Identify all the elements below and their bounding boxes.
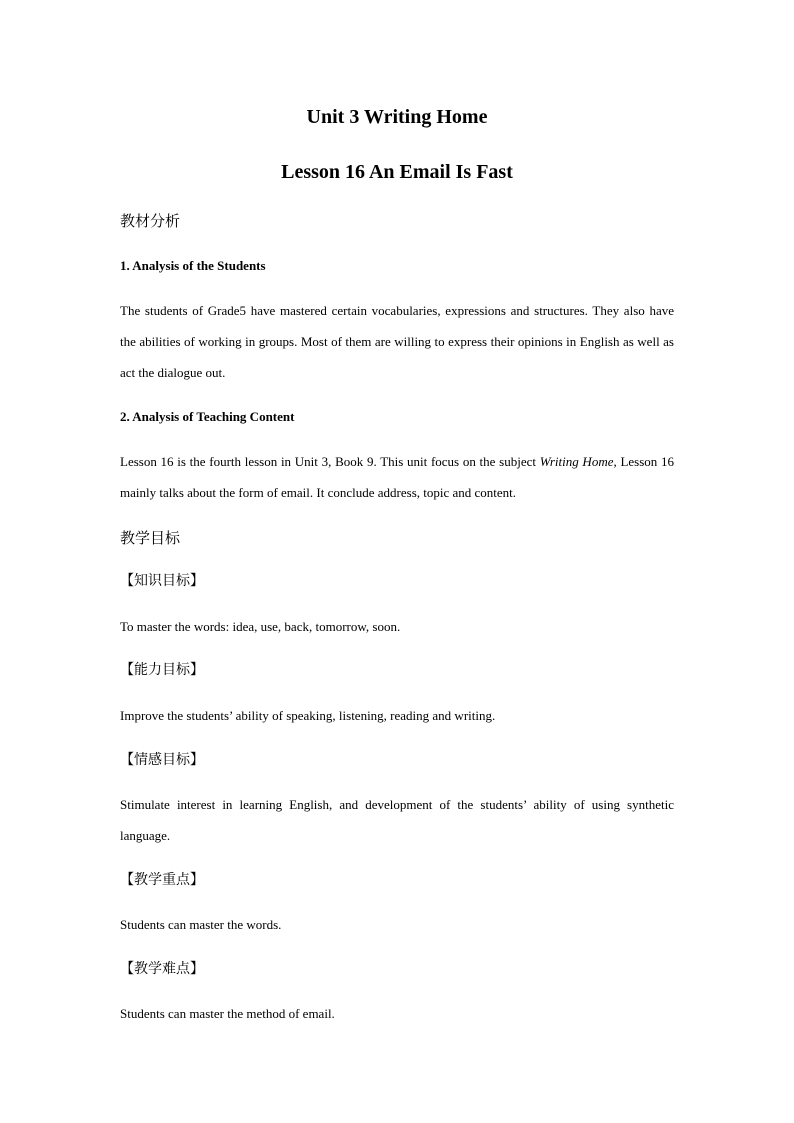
analysis-content-paragraph: [120, 446, 674, 508]
knowledge-goal-text: To master the words: idea, use, back, tomorrow, soon.: [120, 619, 401, 634]
analysis-students-heading: 1. Analysis of the Students: [120, 258, 266, 273]
ability-goal-label: 【能力目标】: [120, 662, 204, 678]
analysis-content-heading: 2. Analysis of Teaching Content: [120, 409, 295, 424]
difficulties-text: Students can master the method of email.: [120, 1006, 335, 1021]
section-heading-analysis: 教材分析: [120, 212, 181, 230]
emotion-goal-label: 【情感目标】: [120, 752, 204, 768]
analysis-students-paragraph: The students of Grade5 have mastered certain vocabularies, expressions and structures. They also have the abilities of working in groups. Most of them are willing to express their opinions in English as well as act the dialogue out.: [120, 303, 674, 380]
emotion-goal-text: Stimulate interest in learning English, and development of the students’ ability of using synthetic language.: [120, 797, 674, 843]
key-points-label: 【教学重点】: [120, 872, 204, 888]
analysis-content-text-end: , Lesson 16 mainly talks about the form of email. It conclude address, topic and content.: [120, 454, 674, 500]
key-points-text: Students can master the words.: [120, 917, 282, 932]
ability-goal-text: Improve the students’ ability of speaking, listening, reading and writing.: [120, 708, 496, 723]
knowledge-goal-label: 【知识目标】: [120, 573, 204, 589]
analysis-content-text-start: Lesson 16 is the fourth lesson in Unit 3, Book 9. This unit focus on the subject: [120, 454, 540, 469]
difficulties-label: 【教学难点】: [120, 961, 204, 977]
document-title: Unit 3 Writing Home: [306, 106, 488, 128]
document-subtitle: Lesson 16 An Email Is Fast: [281, 161, 513, 183]
analysis-content-italic-subject: Writing Home: [539, 454, 614, 469]
section-heading-goals: 教学目标: [120, 529, 181, 547]
